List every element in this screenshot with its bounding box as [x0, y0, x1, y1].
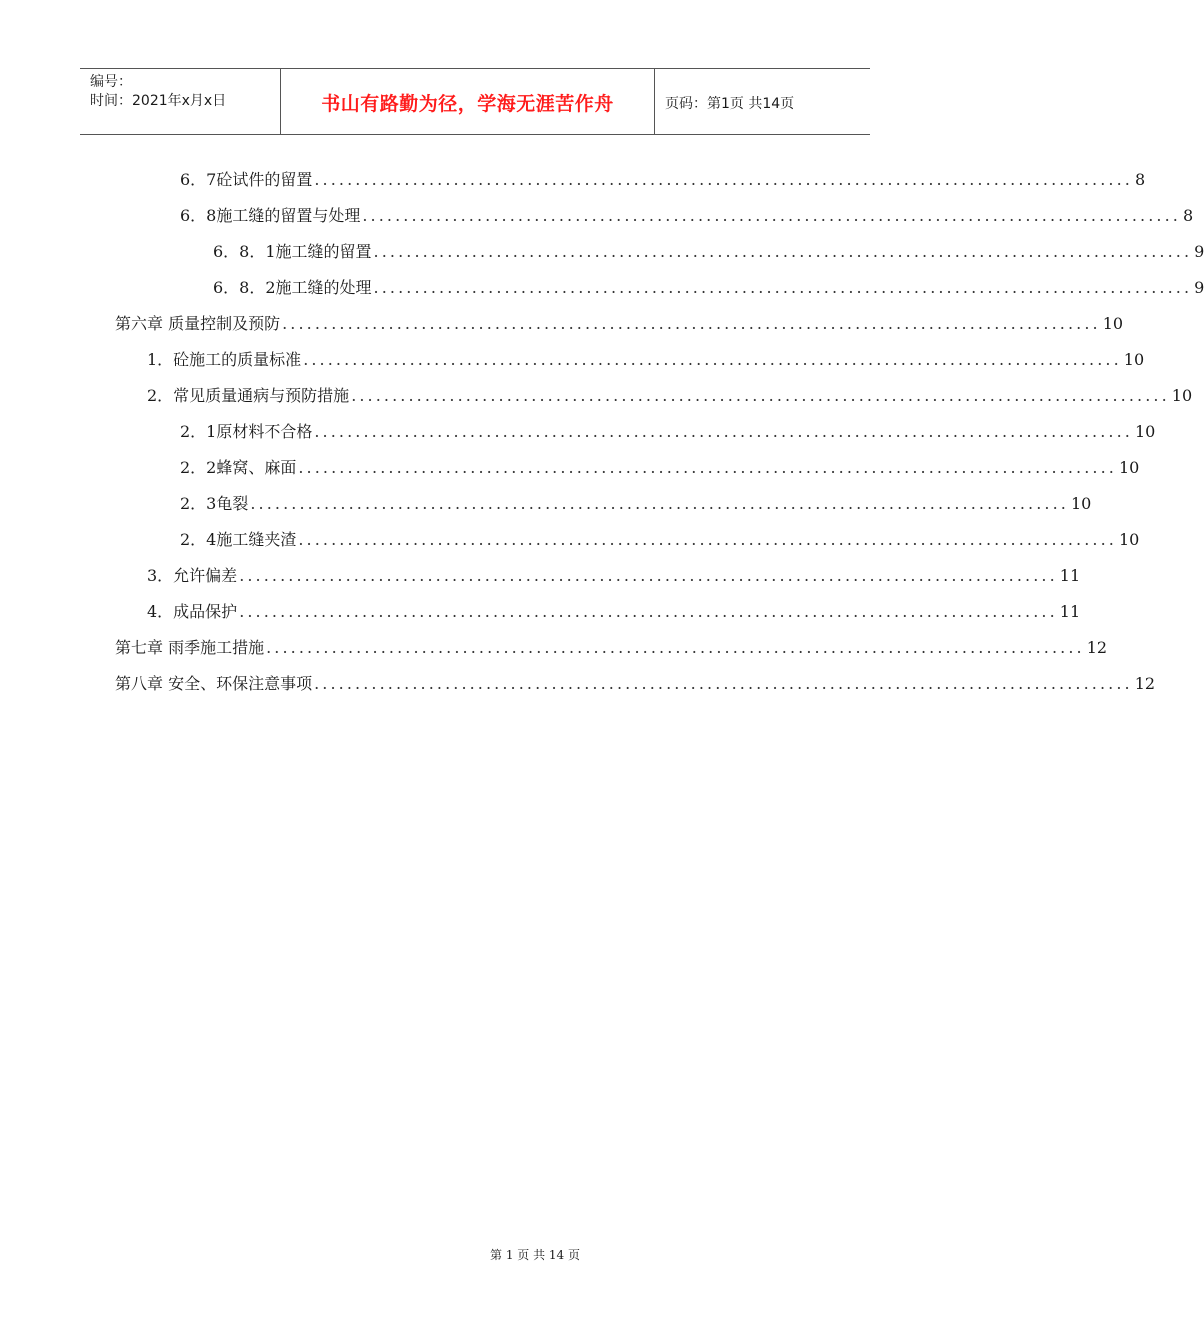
toc-entry-page: 8 [1134, 170, 1146, 189]
toc-entry-page: 10 [1070, 494, 1092, 513]
toc-entry[interactable] [180, 528, 1140, 552]
toc-entry[interactable] [147, 564, 1081, 588]
toc-dot-leader: .................................................................................................... [239, 602, 1058, 621]
toc-entry-title: 2．4施工缝夹渣 [180, 530, 297, 549]
toc-entry-page: 10 [1102, 314, 1124, 333]
toc-entry[interactable] [147, 348, 1145, 372]
toc-entry[interactable] [115, 672, 1156, 696]
toc-entry-title: 2．2蜂窝、麻面 [180, 458, 297, 477]
toc-entry-title: 1．砼施工的质量标准 [147, 350, 302, 369]
toc-dot-leader: .................................................................................................... [250, 494, 1069, 513]
toc-entry-page: 11 [1059, 602, 1081, 621]
toc-entry-title: 4．成品保护 [147, 602, 238, 621]
toc-entry-title: 3．允许偏差 [147, 566, 238, 585]
toc-entry-page: 10 [1118, 530, 1140, 549]
toc-entry-title: 第七章 雨季施工措施 [115, 638, 265, 657]
toc-entry-title: 2．常见质量通病与预防措施 [147, 386, 350, 405]
toc-dot-leader: .................................................................................................... [351, 386, 1170, 405]
toc-entry[interactable] [115, 636, 1108, 660]
toc-entry-page: 10 [1118, 458, 1140, 477]
toc-dot-leader: .................................................................................................... [282, 314, 1101, 333]
document-date: 时间：2021年x月x日 [90, 93, 227, 109]
toc-dot-leader: .................................................................................................... [373, 242, 1193, 261]
toc-entry-title: 第六章 质量控制及预防 [115, 314, 281, 333]
toc-entry-title: 6．8施工缝的留置与处理 [180, 206, 361, 225]
toc-entry[interactable] [213, 276, 1204, 300]
toc-entry[interactable] [147, 384, 1193, 408]
toc-dot-leader: .................................................................................................... [266, 638, 1085, 657]
toc-entry-page: 9 [1194, 278, 1204, 297]
toc-entry-page: 11 [1059, 566, 1081, 585]
document-number-label: 编号： [90, 74, 132, 90]
toc-dot-leader: .................................................................................................... [303, 350, 1122, 369]
toc-entry-title: 2．1原材料不合格 [180, 422, 313, 441]
toc-dot-leader: .................................................................................................... [362, 206, 1181, 225]
toc-dot-leader: .................................................................................................... [298, 530, 1117, 549]
toc-entry[interactable] [180, 168, 1146, 192]
toc-entry[interactable] [213, 240, 1204, 264]
toc-entry[interactable] [180, 204, 1194, 228]
toc-dot-leader: .................................................................................................... [314, 674, 1133, 693]
toc-entry-title: 6．8．1施工缝的留置 [213, 242, 372, 261]
toc-dot-leader: .................................................................................................... [314, 422, 1133, 441]
toc-entry-title: 2．3龟裂 [180, 494, 249, 513]
page-footer: 第 1 页 共 14 页 [490, 1248, 580, 1262]
toc-dot-leader: .................................................................................................... [314, 170, 1133, 189]
toc-entry-page: 10 [1134, 422, 1156, 441]
header-motto: 书山有路勤为径，学海无涯苦作舟 [281, 69, 655, 134]
toc-dot-leader: .................................................................................................... [373, 278, 1193, 297]
toc-entry-page: 9 [1194, 242, 1204, 261]
toc-entry-title: 6．8．2施工缝的处理 [213, 278, 372, 297]
toc-entry-page: 12 [1086, 638, 1108, 657]
toc-entry[interactable] [180, 420, 1156, 444]
toc-entry[interactable] [180, 492, 1092, 516]
toc-entry-page: 10 [1123, 350, 1145, 369]
toc-entry-title: 第八章 安全、环保注意事项 [115, 674, 313, 693]
toc-entry-page: 8 [1182, 206, 1194, 225]
header-page-info: 页码：第1页 共14页 [665, 95, 795, 112]
toc-dot-leader: .................................................................................................... [239, 566, 1058, 585]
toc-entry[interactable] [180, 456, 1140, 480]
toc-entry[interactable] [115, 312, 1124, 336]
toc-entry-title: 6．7砼试件的留置 [180, 170, 313, 189]
toc-dot-leader: .................................................................................................... [298, 458, 1117, 477]
toc-entry-page: 10 [1171, 386, 1193, 405]
toc-entry[interactable] [147, 600, 1081, 624]
toc-entry-page: 12 [1134, 674, 1156, 693]
